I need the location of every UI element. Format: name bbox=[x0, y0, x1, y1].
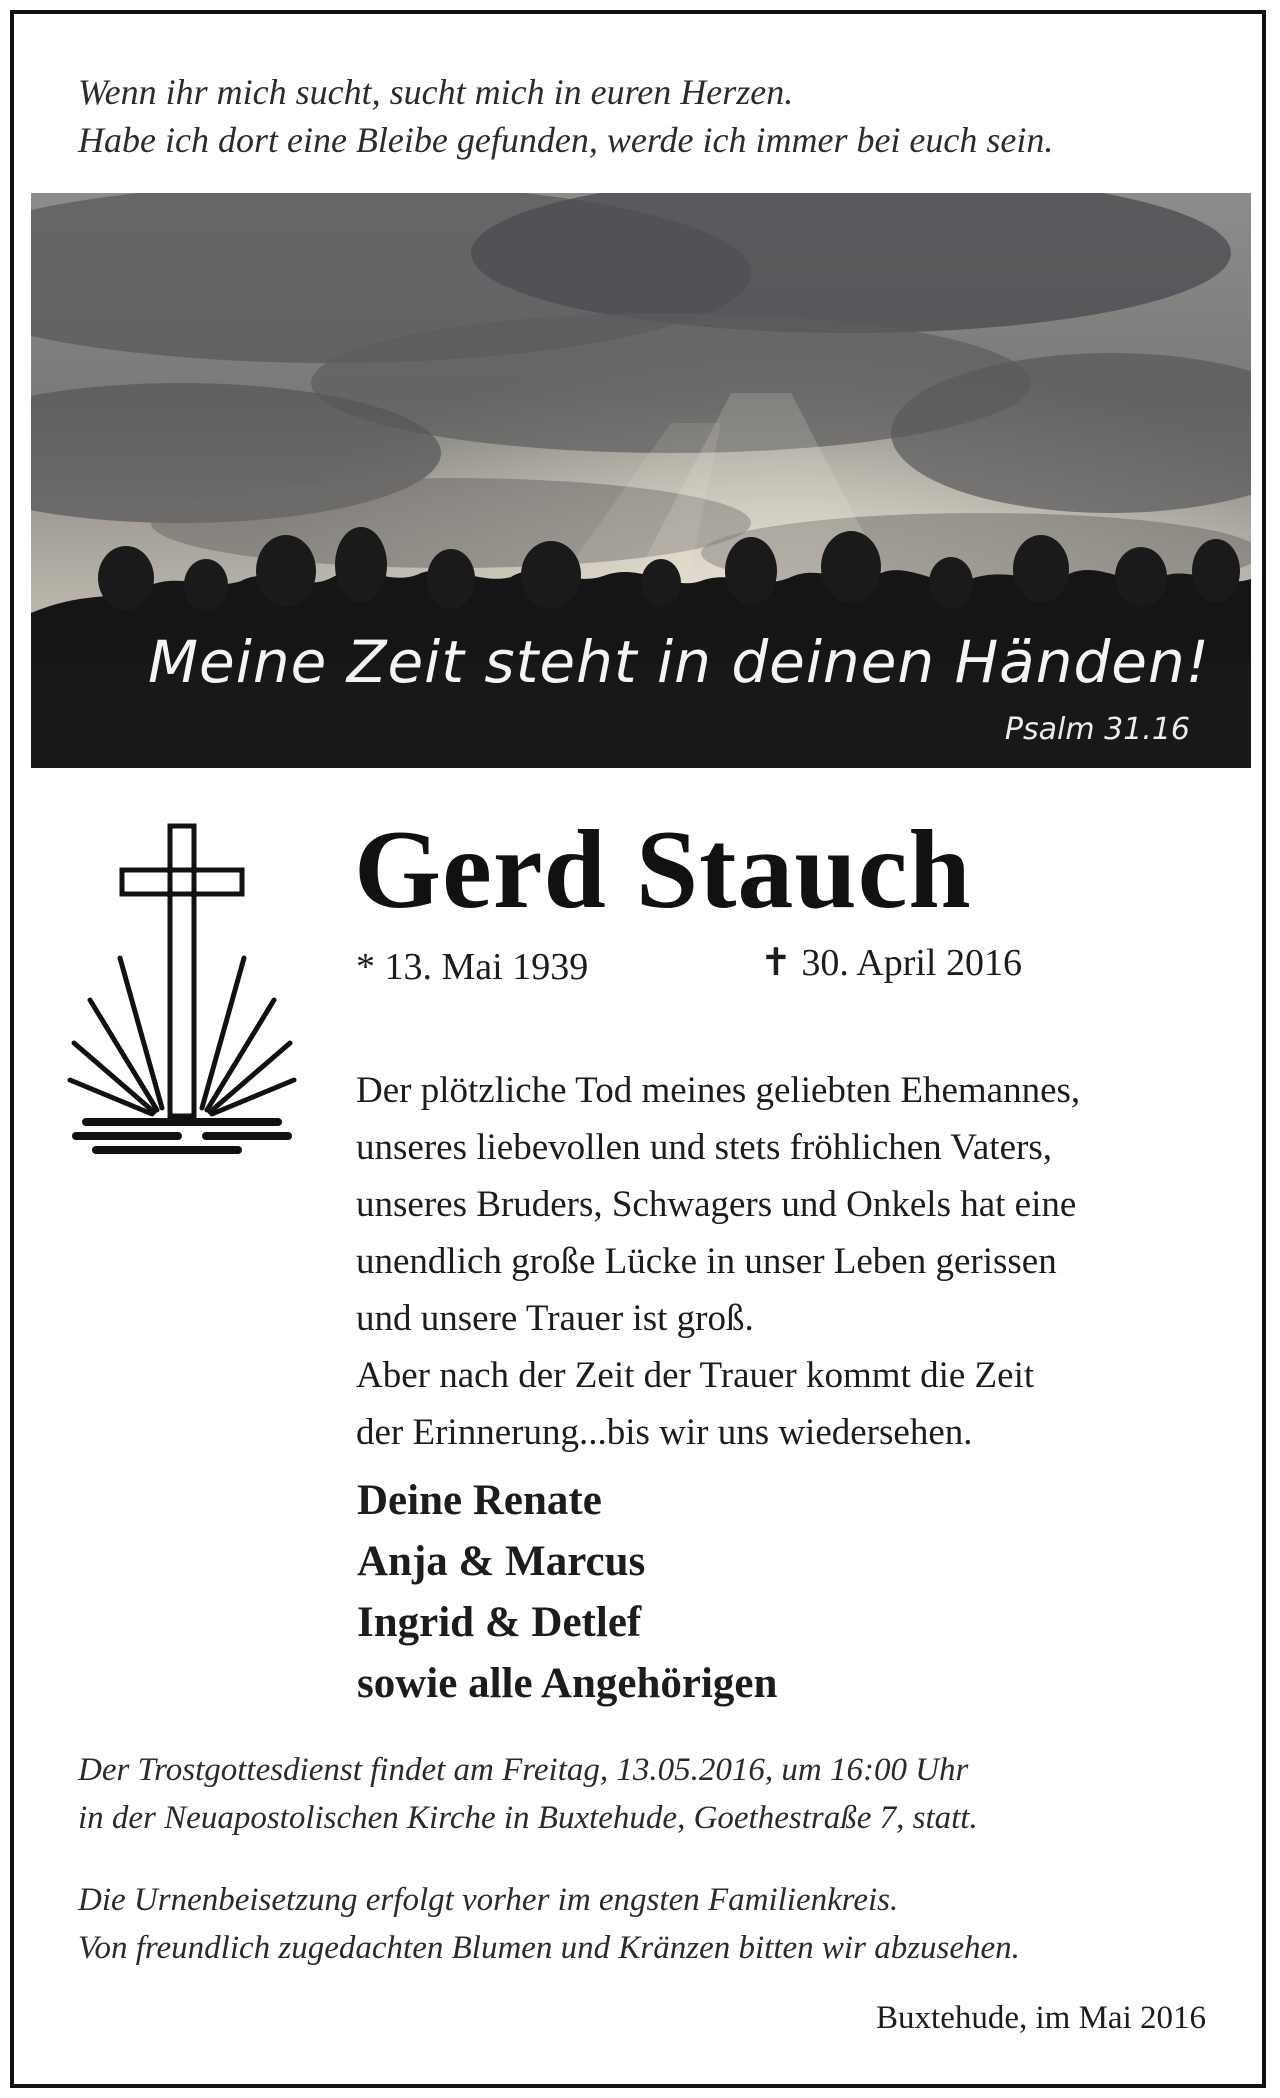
message-line-6: Aber nach der Zeit der Trauer kommt die Zeit bbox=[356, 1355, 1035, 1396]
quote-line-1: Wenn ihr mich sucht, sucht mich in euren Herzen. bbox=[78, 72, 794, 112]
message-line-1: Der plötzliche Tod meines geliebten Ehemannes, bbox=[356, 1070, 1081, 1111]
opening-quote bbox=[78, 68, 1053, 164]
death-date: 30. April 2016 bbox=[801, 942, 1022, 984]
death-cross-icon: ✝ bbox=[760, 942, 792, 984]
service-line-2: in der Neuapostolischen Kirche in Buxtehude, Goethestraße 7, statt. bbox=[78, 1800, 978, 1836]
burial-info bbox=[78, 1876, 1020, 1972]
birth-date: * 13. Mai 1939 bbox=[356, 946, 589, 988]
message-line-2: unseres liebevollen und stets fröhlichen Vaters, bbox=[356, 1127, 1052, 1168]
mourner-entry: Deine Renate bbox=[357, 1477, 602, 1524]
psalm-verse: Meine Zeit steht in deinen Händen! bbox=[148, 628, 1210, 696]
message-line-5: und unsere Trauer ist groß. bbox=[356, 1298, 754, 1339]
burial-line-2: Von freundlich zugedachten Blumen und Kränzen bitten wir abzusehen. bbox=[78, 1930, 1020, 1966]
message-line-4: unendlich große Lücke in unser Leben gerissen bbox=[356, 1241, 1057, 1282]
burial-line-1: Die Urnenbeisetzung erfolgt vorher im engsten Familienkreis. bbox=[78, 1882, 899, 1918]
message-line-7: der Erinnerung...bis wir uns wiedersehen. bbox=[356, 1412, 973, 1453]
place-date: Buxtehude, im Mai 2016 bbox=[876, 2000, 1206, 2036]
death-date-line bbox=[760, 940, 1022, 985]
mourner-entry: Ingrid & Detlef bbox=[357, 1599, 642, 1646]
psalm-reference: Psalm 31.16 bbox=[1004, 712, 1190, 747]
quote-line-2: Habe ich dort eine Bleibe gefunden, werde ich immer bei euch sein. bbox=[78, 120, 1054, 160]
condolence-message bbox=[356, 1062, 1236, 1461]
mourner-entry: Anja & Marcus bbox=[357, 1538, 646, 1585]
mourner-entry: sowie alle Angehörigen bbox=[357, 1660, 778, 1707]
message-line-3: unseres Bruders, Schwagers und Onkels hat eine bbox=[356, 1184, 1077, 1225]
cross-sunrise-icon bbox=[62, 818, 322, 1163]
mourners-list bbox=[357, 1470, 777, 1714]
service-info bbox=[78, 1746, 978, 1842]
deceased-name: Gerd Stauch bbox=[354, 808, 972, 932]
service-line-1: Der Trostgottesdienst findet am Freitag, 13.05.2016, um 16:00 Uhr bbox=[78, 1752, 969, 1788]
